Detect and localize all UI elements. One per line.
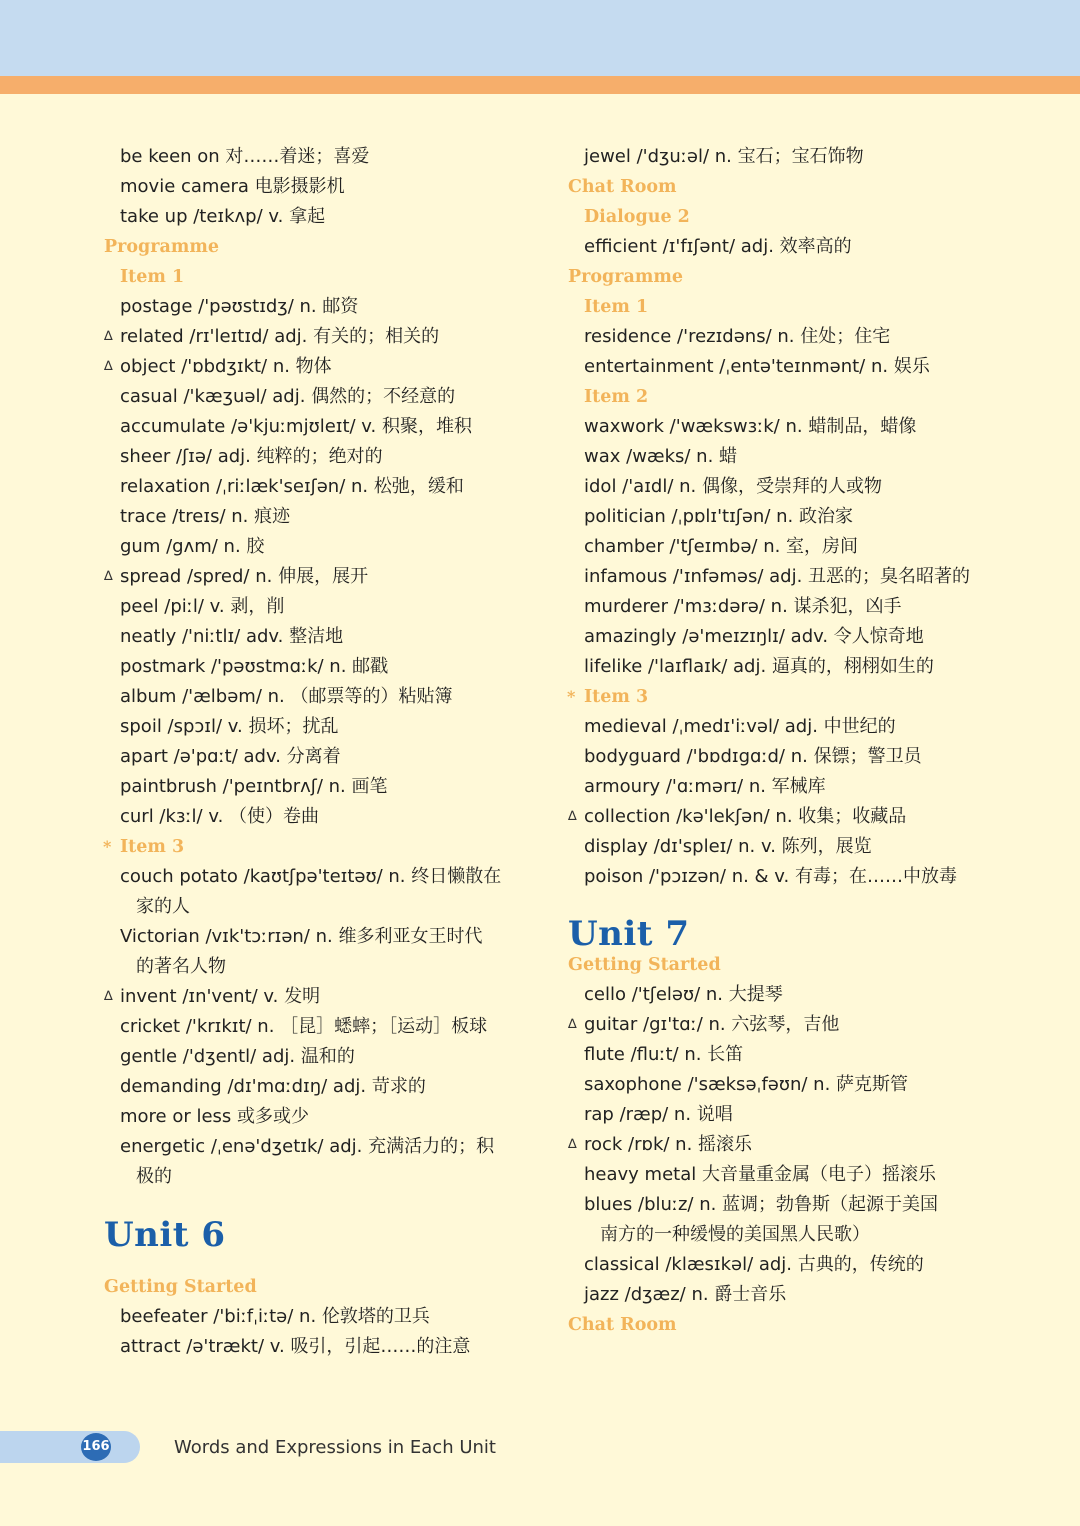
vocab-entry <box>568 322 988 352</box>
vocab-entry <box>568 622 988 652</box>
vocab-entry-continuation <box>104 1162 524 1192</box>
entry-text: 的著名人物 <box>136 956 226 977</box>
vocab-entry <box>568 232 988 262</box>
triangle-marker: ∆ <box>568 1017 577 1032</box>
vocab-entry <box>104 532 524 562</box>
entry-text: residence /'rezɪdəns/ n. 住处；住宅 <box>584 326 891 347</box>
item-heading <box>104 832 524 862</box>
vocab-entry <box>104 472 524 502</box>
vocab-entry <box>568 1280 988 1310</box>
entry-text: peel /piːl/ v. 剥，削 <box>120 596 285 617</box>
vocab-entry <box>568 980 988 1010</box>
entry-text: bodyguard /'bɒdɪgɑːd/ n. 保镖；警卫员 <box>584 746 922 767</box>
entry-text: jewel /'dʒuːəl/ n. 宝石；宝石饰物 <box>584 146 864 167</box>
entry-text: Programme <box>568 267 684 287</box>
entry-text: 极的 <box>136 1166 172 1187</box>
vocab-entry <box>104 652 524 682</box>
vocab-entry <box>568 562 988 592</box>
vocab-entry <box>104 712 524 742</box>
entry-text: gentle /'dʒentl/ adj. 温和的 <box>120 1046 355 1067</box>
entry-text: postmark /'pəʊstmɑːk/ n. 邮戳 <box>120 656 389 677</box>
entry-text: more or less 或多或少 <box>120 1106 310 1127</box>
vocab-entry <box>104 502 524 532</box>
entry-text: Item 3 <box>120 837 185 857</box>
triangle-marker: ∆ <box>104 359 113 374</box>
vocab-entry <box>104 1042 524 1072</box>
top-stripe <box>0 76 1080 94</box>
section-heading <box>104 1272 524 1302</box>
vocab-entry <box>104 682 524 712</box>
vocab-entry <box>568 742 988 772</box>
vocab-entry <box>104 292 524 322</box>
section-heading <box>568 950 988 980</box>
entry-text: Unit 7 <box>568 914 690 954</box>
entry-text: lifelike /'laɪflaɪk/ adj. 逼真的，栩栩如生的 <box>584 656 934 677</box>
left-column <box>104 142 524 1362</box>
entry-text: amazingly /ə'meɪzɪŋlɪ/ adv. 令人惊奇地 <box>584 626 924 647</box>
entry-text: Item 2 <box>584 387 649 407</box>
entry-text: display /dɪ'spleɪ/ n. v. 陈列，展览 <box>584 836 872 857</box>
vocab-entry <box>104 1132 524 1162</box>
footer-pill <box>0 1431 140 1463</box>
entry-text: album /'ælbəm/ n. （邮票等的）粘贴簿 <box>120 686 453 707</box>
entry-text: spread /spred/ n. 伸展，展开 <box>120 566 369 587</box>
vocab-entry-continuation <box>104 892 524 922</box>
entry-text: armoury /'ɑːmərɪ/ n. 军械库 <box>584 776 826 797</box>
entry-text: infamous /'ɪnfəməs/ adj. 丑恶的；臭名昭著的 <box>584 566 971 587</box>
vocab-entry <box>568 1250 988 1280</box>
entry-text: Programme <box>104 237 220 257</box>
entry-text: cricket /'krɪkɪt/ n. ［昆］蟋蟀；［运动］板球 <box>120 1016 488 1037</box>
entry-text: movie camera 电影摄影机 <box>120 176 345 197</box>
vocab-entry <box>568 832 988 862</box>
vocab-entry <box>104 1012 524 1042</box>
section-heading <box>568 1310 988 1340</box>
vocab-entry <box>104 772 524 802</box>
entry-text: politician /ˌpɒlɪ'tɪʃən/ n. 政治家 <box>584 506 853 527</box>
section-heading <box>568 172 988 202</box>
entry-text: take up /teɪkʌp/ v. 拿起 <box>120 206 326 227</box>
entry-text: apart /ə'pɑːt/ adv. 分离着 <box>120 746 341 767</box>
entry-text: classical /klæsɪkəl/ adj. 古典的，传统的 <box>584 1254 924 1275</box>
vocab-entry <box>568 802 988 832</box>
entry-text: rap /ræp/ n. 说唱 <box>584 1104 733 1125</box>
asterisk-marker: * <box>103 837 112 856</box>
item-heading <box>568 202 988 232</box>
vocab-entry <box>104 862 524 892</box>
entry-text: be keen on 对……着迷；喜爱 <box>120 146 370 167</box>
triangle-marker: ∆ <box>568 1137 577 1152</box>
vocab-entry <box>104 202 524 232</box>
entry-text: neatly /'niːtlɪ/ adv. 整洁地 <box>120 626 344 647</box>
entry-text: Item 1 <box>584 297 649 317</box>
entry-text: medieval /ˌmedɪ'iːvəl/ adj. 中世纪的 <box>584 716 896 737</box>
entry-text: couch potato /kaʊtʃpə'teɪtəʊ/ n. 终日懒散在 <box>120 866 502 887</box>
footer-title: Words and Expressions in Each Unit <box>174 1437 496 1458</box>
vocab-entry <box>104 142 524 172</box>
entry-text: accumulate /ə'kjuːmjʊleɪt/ v. 积聚，堆积 <box>120 416 473 437</box>
vocab-entry <box>104 562 524 592</box>
entry-text: relaxation /ˌriːlæk'seɪʃən/ n. 松弛，缓和 <box>120 476 464 497</box>
unit-title <box>104 1192 524 1272</box>
section-heading <box>104 232 524 262</box>
entry-text: energetic /ˌenə'dʒetɪk/ adj. 充满活力的；积 <box>120 1136 495 1157</box>
vocab-entry <box>104 982 524 1012</box>
top-band <box>0 0 1080 76</box>
triangle-marker: ∆ <box>104 329 113 344</box>
entry-text: beefeater /'biːfˌiːtə/ n. 伦敦塔的卫兵 <box>120 1306 430 1327</box>
vocab-entry <box>104 592 524 622</box>
triangle-marker: ∆ <box>104 989 113 1004</box>
asterisk-marker: * <box>567 687 576 706</box>
vocab-entry <box>104 442 524 472</box>
entry-text: entertainment /ˌentə'teɪnmənt/ n. 娱乐 <box>584 356 930 377</box>
entry-text: 南方的一种缓慢的美国黑人民歌） <box>600 1224 870 1245</box>
section-heading <box>568 262 988 292</box>
entry-text: Getting Started <box>104 1277 257 1297</box>
vocab-entry <box>104 622 524 652</box>
entry-text: blues /bluːz/ n. 蓝调；勃鲁斯（起源于美国 <box>584 1194 939 1215</box>
entry-text: object /'ɒbdʒɪkt/ n. 物体 <box>120 356 332 377</box>
entry-text: trace /treɪs/ n. 痕迹 <box>120 506 291 527</box>
entry-text: demanding /dɪ'mɑːdɪŋ/ adj. 苛求的 <box>120 1076 426 1097</box>
vocab-entry <box>568 442 988 472</box>
vocab-entry <box>104 1102 524 1132</box>
vocab-entry <box>568 712 988 742</box>
vocab-entry <box>104 742 524 772</box>
entry-text: guitar /gɪ'tɑː/ n. 六弦琴，吉他 <box>584 1014 840 1035</box>
entry-text: efficient /ɪ'fɪʃənt/ adj. 效率高的 <box>584 236 852 257</box>
entry-text: gum /gʌm/ n. 胶 <box>120 536 265 557</box>
vocab-entry <box>568 862 988 892</box>
vocab-entry <box>568 412 988 442</box>
entry-text: attract /ə'trækt/ v. 吸引，引起……的注意 <box>120 1336 471 1357</box>
entry-text: waxwork /'wækswɜːk/ n. 蜡制品，蜡像 <box>584 416 917 437</box>
vocab-entry <box>568 1190 988 1220</box>
entry-text: spoil /spɔɪl/ v. 损坏；扰乱 <box>120 716 339 737</box>
vocab-entry <box>568 142 988 172</box>
vocab-entry <box>568 1010 988 1040</box>
vocab-entry <box>568 352 988 382</box>
vocab-entry <box>568 592 988 622</box>
entry-text: sheer /ʃɪə/ adj. 纯粹的；绝对的 <box>120 446 383 467</box>
entry-text: heavy metal 大音量重金属（电子）摇滚乐 <box>584 1164 936 1185</box>
entry-text: Chat Room <box>568 1315 677 1335</box>
vocab-entry-continuation <box>568 1220 988 1250</box>
vocab-entry <box>568 1130 988 1160</box>
entry-text: rock /rɒk/ n. 摇滚乐 <box>584 1134 753 1155</box>
item-heading <box>568 292 988 322</box>
entry-text: Getting Started <box>568 955 721 975</box>
vocab-entry <box>104 1332 524 1362</box>
entry-text: Chat Room <box>568 177 677 197</box>
entry-text: curl /kɜːl/ v. （使）卷曲 <box>120 806 320 827</box>
item-heading <box>104 262 524 292</box>
entry-text: chamber /'tʃeɪmbə/ n. 室，房间 <box>584 536 859 557</box>
entry-text: paintbrush /'peɪntbrʌʃ/ n. 画笔 <box>120 776 388 797</box>
vocab-entry <box>104 352 524 382</box>
entry-text: Dialogue 2 <box>584 207 690 227</box>
entry-text: 家的人 <box>136 896 190 917</box>
entry-text: casual /'kæʒuəl/ adj. 偶然的；不经意的 <box>120 386 456 407</box>
vocab-entry <box>568 652 988 682</box>
entry-text: murderer /'mɜːdərə/ n. 谋杀犯，凶手 <box>584 596 902 617</box>
entry-text: poison /'pɔɪzən/ n. & v. 有毒；在……中放毒 <box>584 866 957 887</box>
vocab-entry <box>104 412 524 442</box>
triangle-marker: ∆ <box>104 569 113 584</box>
vocab-entry <box>104 1302 524 1332</box>
entry-text: Item 3 <box>584 687 649 707</box>
entry-text: flute /fluːt/ n. 长笛 <box>584 1044 744 1065</box>
vocab-entry <box>568 472 988 502</box>
entry-text: cello /'tʃeləʊ/ n. 大提琴 <box>584 984 783 1005</box>
vocab-entry <box>104 172 524 202</box>
vocab-entry <box>568 532 988 562</box>
vocab-entry-continuation <box>104 952 524 982</box>
vocab-entry <box>568 772 988 802</box>
entry-text: idol /'aɪdl/ n. 偶像，受崇拜的人或物 <box>584 476 882 497</box>
item-heading <box>568 682 988 712</box>
vocab-entry <box>568 502 988 532</box>
entry-text: Victorian /vɪk'tɔːrɪən/ n. 维多利亚女王时代 <box>120 926 483 947</box>
entry-text: Unit 6 <box>104 1215 226 1255</box>
page-number: 166 <box>81 1433 111 1461</box>
vocab-entry <box>104 382 524 412</box>
vocab-entry <box>568 1160 988 1190</box>
entry-text: saxophone /'sæksəˌfəʊn/ n. 萨克斯管 <box>584 1074 909 1095</box>
triangle-marker: ∆ <box>568 809 577 824</box>
entry-text: wax /wæks/ n. 蜡 <box>584 446 738 467</box>
vocab-entry <box>104 922 524 952</box>
entry-text: postage /'pəʊstɪdʒ/ n. 邮资 <box>120 296 359 317</box>
item-heading <box>568 382 988 412</box>
vocab-entry <box>104 322 524 352</box>
vocab-entry <box>568 1100 988 1130</box>
vocab-entry <box>568 1040 988 1070</box>
entry-text: jazz /dʒæz/ n. 爵士音乐 <box>584 1284 787 1305</box>
vocab-entry <box>568 1070 988 1100</box>
vocab-entry <box>104 802 524 832</box>
entry-text: collection /kə'lekʃən/ n. 收集；收藏品 <box>584 806 907 827</box>
entry-text: invent /ɪn'vent/ v. 发明 <box>120 986 321 1007</box>
right-column <box>568 142 988 1340</box>
entry-text: related /rɪ'leɪtɪd/ adj. 有关的；相关的 <box>120 326 440 347</box>
vocab-entry <box>104 1072 524 1102</box>
unit-title <box>568 892 988 954</box>
entry-text: Item 1 <box>120 267 185 287</box>
